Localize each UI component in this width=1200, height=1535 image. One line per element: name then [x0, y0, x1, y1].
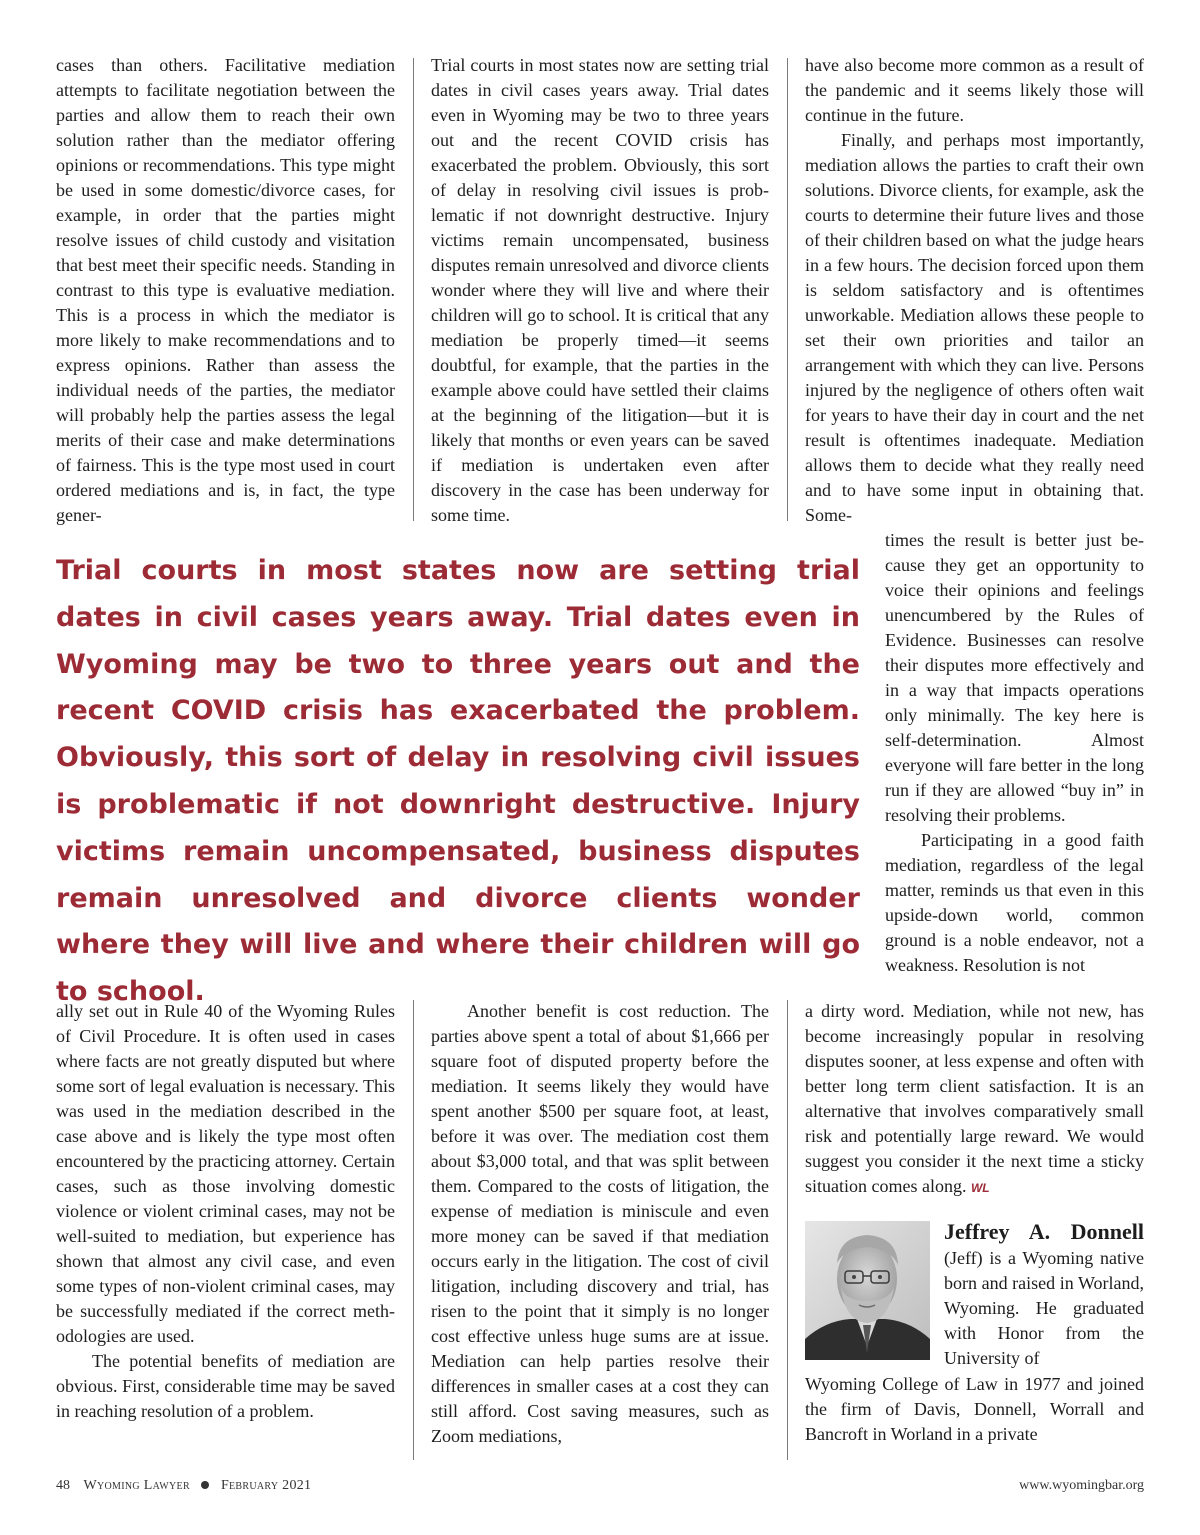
publication-name: Wyoming Lawyer [83, 1478, 190, 1493]
website-link[interactable]: www.wyomingbar.org [1019, 1478, 1144, 1493]
bullet-icon [201, 1481, 209, 1489]
author-bio-continued [805, 1372, 1144, 1447]
body-paragraph: have also become more common as a result of the pandemic and it seems likely those will continue in the future. [805, 55, 1144, 125]
closing-text: a dirty word. Mediation, while not new, has become increasingly popular in resolving disputes sooner, at less expense and often with better long term client satisfaction. It is an alternative that involves comparatively small risk and potentially large reward. We would suggest you consider it the next time a sticky situation comes along. [805, 1001, 1144, 1196]
body-paragraph: Another benefit is cost reduction. The parties above spent a total of about $1,666 per square foot of disputed property before the mediation. It seems likely they would have spent another $500 per square foot, at least, before it was over. The mediation cost them about $3,000 total, and that was split between them. Compared to the costs of litigation, the expense of mediation is miniscule and even more money can be saved if that mediation occurs early in the litigation. The cost of civil litigation, including discovery and trial, has risen to the point that it simply is no longer cost effective unless huge sums are at issue. Mediation can help parties resolve their differences in smaller cases at a cost they can still afford. Cost saving measures, such as Zoom mediations, [431, 1001, 769, 1446]
body-paragraph [805, 999, 1144, 1201]
page-number: 48 [56, 1478, 70, 1493]
end-mark: WL [970, 1181, 990, 1195]
column-1-top [56, 53, 395, 528]
body-paragraph: The potential benefits of mediation are obvious. First, considerable time may be saved in reaching resolution of a problem. [56, 1351, 395, 1421]
pull-quote: Trial courts in most states now are setting trial dates in civil cases years away. Trial dates even in Wyoming may be two to three years out and the recent COVID crisis has exacerbated the problem. Obviously, this sort of delay in resolving civil issues is problematic if not downright destructive. Injury victims remain uncompensated, business disputes remain unresolved and divorce clients wonder where they will live and where their children will go to school. [56, 555, 860, 1008]
issue-date: February 2021 [220, 1478, 312, 1493]
body-paragraph: Participating in a good faith mediation, regardless of the legal matter, reminds us that even in this upside-down world, common ground is a noble endeavor, not a weakness. Resolution is not [885, 830, 1144, 975]
column-rule-left-bottom [413, 1000, 414, 1460]
author-bio [944, 1219, 1144, 1371]
column-rule-right-top [787, 58, 788, 521]
column-rule-left-top [413, 58, 414, 521]
author-bio-text-full: Wyoming College of Law in 1977 and joined the firm of Davis, Donnell, Worrall and Bancroft in Worland in a private [805, 1374, 1144, 1444]
author-photo [805, 1221, 930, 1360]
body-paragraph: cases than others. Facilitative mediation attempts to facilitate negotiation between the parties and allow them to reach their own solution rather than the mediator offering opinions or recommendations. This type might be used in some domestic/divorce cases, for example, in order that the parties might resolve issues of child custody and visitation that best meet their specific needs. Standing in contrast to this type is evaluative mediation. This is a process in which the mediator is more likely to make recommendations and to express opinions. Rather than assess the individual needs of the parties, the mediator will probably help the parties assess the legal merits of their case and make determinations of fairness. This is the type most used in court ordered mediations and is, in fact, the type gener- [56, 55, 395, 525]
column-2-top [431, 53, 769, 528]
column-3-bottom [805, 999, 1144, 1201]
body-paragraph: times the result is better just because they get an opportunity to voice their opinions and feelings unencumbered by the Rules of Evidence. Businesses can resolve their disputes more effectively and in a way that impacts operations only minimally. The key here is self-determination. Almost everyone will fare better in the long run if they are allowed “buy in” in resolving their problems. [885, 530, 1144, 825]
author-bio-text: (Jeff) is a Wyoming native born and raised in Worland, Wyoming. He graduated with Honor from the University of [944, 1248, 1144, 1368]
page-footer-left [56, 1478, 311, 1494]
column-1-bottom [56, 999, 395, 1424]
body-paragraph: Finally, and perhaps most importantly, mediation allows the parties to craft their own solutions. Divorce clients, for example, ask the courts to determine their future lives and those of their children based on what the judge hears in a few hours. The decision forced upon them is seldom satisfactory and is oftentimes unworkable. Mediation allows these people to set their own priorities and tailor an arrangement with which they can live. Persons injured by the negligence of others often wait for years to have their day in court and the net result is oftentimes inadequate. Mediation allows them to decide what they really need and to have some input in obtaining that. Some- [805, 130, 1144, 525]
body-paragraph: Trial courts in most states now are setting trial dates in civil cases years away. Trial dates even in Wyoming may be two to three years out and the recent COVID crisis has exacerbated the problem. Obviously, this sort of delay in resolving civil issues is problematic if not downright destructive. Injury victims remain uncompensated, business disputes remain unresolved and divorce clients wonder where they will live and where their children will go to school. It is critical that any mediation be properly timed—it seems doubtful, for example, that the parties in the example above could have settled their claims at the beginning of the litigation—but it is likely that months or even years can be saved if mediation is undertaken even after discovery in the case has been underway for some time. [431, 55, 769, 525]
column-rule-right-bottom [787, 1000, 788, 1460]
column-2-bottom [431, 999, 769, 1449]
author-bio-wrap [944, 1219, 1144, 1371]
body-paragraph: ally set out in Rule 40 of the Wyoming Rules of Civil Procedure. It is often used in cases where facts are not greatly disputed but where some sort of legal evaluation is necessary. This was used in the mediation described in the case above and is likely the type most often encountered by the practicing attorney. Certain cases, such as those involving domestic violence or violent criminal cases, may not be well-suited to mediation, but experience has shown that almost any civil case, and even some types of non-violent criminal cases, may be successfully mediated if the correct methodologies are used. [56, 1001, 395, 1346]
author-name: Jeffrey A. Donnell [944, 1219, 1144, 1244]
column-3-wrap [885, 528, 1144, 978]
column-3-top [805, 53, 1144, 528]
